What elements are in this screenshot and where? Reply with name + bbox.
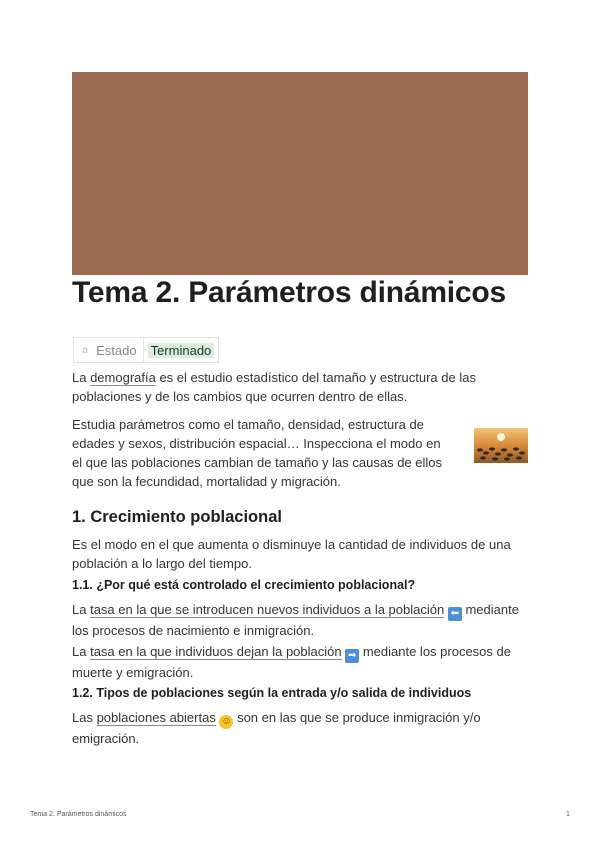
property-row	[73, 337, 219, 363]
tasa-salida-link[interactable]: tasa en la que individuos dejan la población	[90, 644, 342, 659]
section-heading-crecimiento: 1. Crecimiento poblacional	[72, 508, 282, 526]
demografia-link[interactable]: demografía	[90, 370, 156, 385]
poblaciones-abiertas-paragraph: Las poblaciones abiertas ☺ son en las que se produce inmigración y/o emigración.	[72, 710, 481, 746]
property-key	[74, 338, 144, 362]
section1-paragraph: Es el modo en el que aumenta o disminuye la cantidad de individuos de una población a lo largo del tiempo.	[72, 537, 511, 571]
property-value[interactable]	[144, 343, 219, 358]
tasa-entrada-paragraph: La tasa en la que se introducen nuevos individuos a la población ⬅ mediante los procesos de nacimiento e inmigración.	[72, 602, 519, 638]
tasa-salida-paragraph: La tasa en la que individuos dejan la población ➡ mediante los procesos de muerte y emigración.	[72, 644, 511, 680]
loader-icon: ☼	[80, 344, 91, 356]
page-number: 1	[566, 811, 570, 818]
tasa-entrada-link[interactable]: tasa en la que se introducen nuevos individuos a la población	[90, 602, 445, 617]
page-cover	[72, 72, 528, 275]
intro-paragraph-1: La demografía es el estudio estadístico del tamaño y estructura de las poblaciones y de los cambios que ocurren dentro de ellas.	[72, 370, 476, 404]
status-badge: Terminado	[148, 343, 215, 358]
poblaciones-abiertas-link[interactable]: poblaciones abiertas	[96, 710, 216, 725]
subsection-heading-1-2: 1.2. Tipos de poblaciones según la entrada y/o salida de individuos	[72, 686, 472, 700]
wildebeest-herd-image[interactable]	[474, 428, 528, 463]
subsection-heading-1-1: 1.1. ¿Por qué está controlado el crecimiento poblacional?	[72, 578, 416, 592]
intro-paragraph-2: Estudia parámetros como el tamaño, densidad, estructura de edades y sexos, distribución espacial… Inspecciona el modo en el que las poblaciones cambian de tamaño y las causas de ellos que son la fecundidad, mortalidad y migración.	[72, 417, 443, 489]
property-key-label: Estado	[96, 342, 137, 358]
hugging-face-icon: ☺	[221, 716, 232, 727]
footer-title: Tema 2. Parámetros dinámicos	[30, 811, 127, 818]
arrow-left-icon: ⬅	[448, 607, 462, 621]
page-title: Tema 2. Parámetros dinámicos	[72, 276, 507, 309]
arrow-right-icon: ➡	[345, 649, 359, 663]
